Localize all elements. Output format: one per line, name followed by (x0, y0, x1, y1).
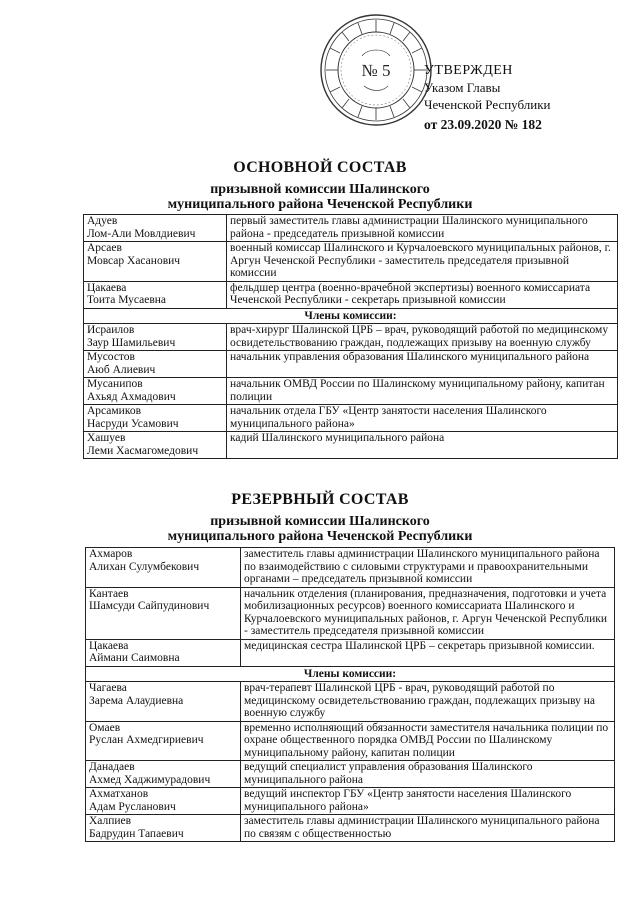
reserve-composition-table (85, 547, 615, 842)
reserve-subheading-1: призывной комиссии Шалинского (210, 514, 430, 529)
member-role: военный комиссар Шалинского и Курчалоевского муниципальных районов, г. Аргун Чеченской Республики - заместитель председателя призывной комиссии (227, 242, 618, 282)
member-name: Арсаев Мовсар Хасанович (84, 242, 227, 282)
members-label: Члены комиссии: (84, 308, 618, 324)
main-composition-title (0, 160, 640, 212)
member-name: Кантаев Шамсуди Сайпудинович (86, 587, 241, 639)
main-subheading-1: призывной комиссии Шалинского (210, 182, 430, 197)
member-name: Омаев Руслан Ахмедгириевич (86, 721, 241, 761)
table-row (86, 682, 615, 722)
table-row (86, 761, 615, 788)
member-role: фельдшер центра (военно-врачебной экспертизы) военного комиссариата Чеченской Республики - секретарь призывной комиссии (227, 281, 618, 308)
table-row (84, 215, 618, 242)
table-row (84, 378, 618, 405)
member-role: кадий Шалинского муниципального района (227, 432, 618, 459)
member-role: ведущий инспектор ГБУ «Центр занятости населения Шалинского муниципального района» (241, 788, 615, 815)
member-role: начальник управления образования Шалинского муниципального района (227, 351, 618, 378)
member-role: начальник отдела ГБУ «Центр занятости населения Шалинского муниципального района» (227, 405, 618, 432)
table-row (84, 281, 618, 308)
reserve-subheading-2: муниципального района Чеченской Республики (167, 529, 473, 544)
main-heading: ОСНОВНОЙ СОСТАВ (233, 159, 407, 176)
member-name: Хашуев Леми Хасмагомедович (84, 432, 227, 459)
seal-number: № 5 (361, 61, 391, 80)
members-label: Члены комиссии: (86, 666, 615, 682)
member-role: заместитель главы администрации Шалинского муниципального района по взаимодействию с силовыми структурами и правоохранительными органами – председатель призывной комиссии (241, 548, 615, 588)
table-row (84, 242, 618, 282)
members-section-row (84, 308, 618, 324)
table-row (86, 815, 615, 842)
table-row (86, 587, 615, 639)
member-role: начальник отделения (планирования, предназначения, подготовки и учета мобилизационных ресурсов) военного комиссариата Шалинского и Курчалоевского муниципальных районов, г. Аргун Чеченской Республики - заместитель председателя призывной комиссии (241, 587, 615, 639)
table-row (86, 548, 615, 588)
member-name: Ахматханов Адам Русланович (86, 788, 241, 815)
table-row (84, 432, 618, 459)
member-role: врач-хирург Шалинской ЦРБ – врач, руководящий работой по медицинскому освидетельствованию граждан, подлежащих призыву на военную службу (227, 324, 618, 351)
member-name: Чагаева Зарема Алаудиевна (86, 682, 241, 722)
approval-line-3: Чеченской Республики (424, 97, 551, 112)
member-role: ведущий специалист управления образования Шалинского муниципального района (241, 761, 615, 788)
member-role: первый заместитель главы администрации Шалинского муниципального района - председатель призывной комиссии (227, 215, 618, 242)
main-subheading-2: муниципального района Чеченской Республики (167, 197, 473, 212)
members-section-row (86, 666, 615, 682)
member-name: Мусостов Аюб Алиевич (84, 351, 227, 378)
approval-block (424, 62, 551, 133)
approval-line-2: Указом Главы (424, 80, 501, 95)
table-row (86, 721, 615, 761)
member-name: Адуев Лом-Али Мовлдиевич (84, 215, 227, 242)
member-name: Арсамиков Насруди Усамович (84, 405, 227, 432)
member-name: Цакаева Тоита Мусаевна (84, 281, 227, 308)
member-name: Цакаева Аймани Саимовна (86, 639, 241, 666)
reserve-heading: РЕЗЕРВНЫЙ СОСТАВ (231, 491, 409, 508)
table-row (86, 788, 615, 815)
member-name: Мусанипов Ахьяд Ахмадович (84, 378, 227, 405)
table-row (84, 405, 618, 432)
reserve-composition-title (0, 492, 640, 544)
member-role: начальник ОМВД России по Шалинскому муниципальному району, капитан полиции (227, 378, 618, 405)
member-name: Ахмаров Алихан Сулумбекович (86, 548, 241, 588)
member-role: врач-терапевт Шалинской ЦРБ - врач, руководящий работой по медицинскому освидетельствованию граждан, подлежащих призыву на военную службу (241, 682, 615, 722)
member-role: временно исполняющий обязанности заместителя начальника полиции по охране общественного порядка ОМВД России по Шалинскому муниципальному району, капитан полиции (241, 721, 615, 761)
member-role: медицинская сестра Шалинской ЦРБ – секретарь призывной комиссии. (241, 639, 615, 666)
member-name: Данадаев Ахмед Хаджимурадович (86, 761, 241, 788)
member-name: Исраилов Заур Шамильевич (84, 324, 227, 351)
member-role: заместитель главы администрации Шалинского муниципального района по связям с общественностью (241, 815, 615, 842)
main-composition-table (83, 214, 618, 459)
table-row (84, 351, 618, 378)
member-name: Халпиев Бадрудин Тапаевич (86, 815, 241, 842)
official-seal-icon (318, 12, 434, 128)
approval-line-1: УТВЕРЖДЕН (424, 63, 513, 78)
table-row (86, 639, 615, 666)
approval-date: от 23.09.2020 № 182 (424, 117, 542, 132)
table-row (84, 324, 618, 351)
